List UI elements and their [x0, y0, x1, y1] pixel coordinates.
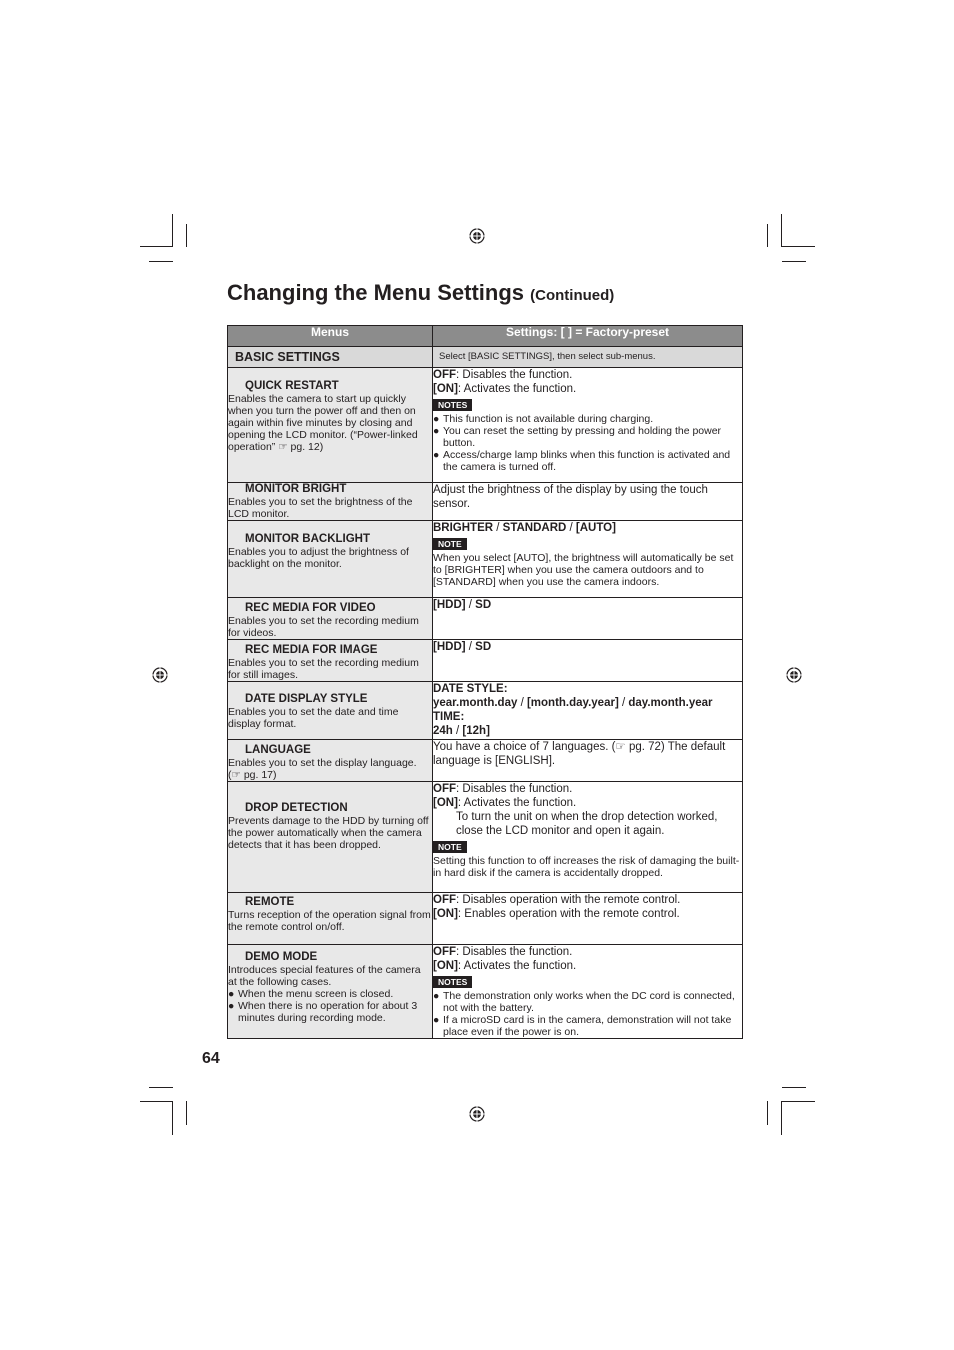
menu-item-description: Enables you to set the display language. (☞ pg. 17) [228, 757, 417, 781]
table-row [228, 640, 743, 682]
option-12h: [12h] [462, 725, 490, 737]
menu-item-remote [228, 893, 433, 945]
option-standard: STANDARD [502, 522, 567, 534]
time-label: TIME: [433, 711, 465, 723]
note-item: ● If a microSD card is in the camera, demonstration will not take place even if the power is on. [433, 1014, 732, 1038]
basic-settings-note: Select [BASIC SETTINGS], then select sub-menus. [433, 347, 743, 368]
crop-mark [781, 1101, 782, 1135]
table-row [228, 945, 743, 1039]
menu-item-description: Turns reception of the operation signal from the remote control on/off. [228, 909, 431, 933]
option-sd: SD [475, 599, 492, 611]
crop-mark [149, 1087, 173, 1088]
bullet-icon: ● [433, 990, 440, 1002]
page-number: 64 [202, 1050, 220, 1067]
crop-mark [140, 1101, 173, 1102]
option-hdd: [HDD] [433, 599, 466, 611]
registration-mark-icon [786, 667, 802, 683]
crop-mark [767, 224, 768, 247]
menu-item-monitor-backlight [228, 521, 433, 598]
menu-item-name: REC MEDIA FOR VIDEO [245, 602, 376, 614]
option-off: OFF [433, 946, 456, 958]
crop-mark [186, 1101, 187, 1125]
bullet-icon: ● [433, 413, 440, 425]
menu-item-name: LANGUAGE [245, 744, 311, 756]
table-row [228, 521, 743, 598]
note-text: When you select [AUTO], the brightness will automatically be set to [BRIGHTER] when you use the camera outdoors and to [STANDARD] when you use the camera indoors. [433, 552, 734, 588]
menu-item-rec-media-image [228, 640, 433, 682]
option-off: OFF [433, 369, 456, 381]
bullet-icon: ● [433, 425, 440, 437]
notes-badge: NOTES [433, 399, 472, 411]
page-title-main: Changing the Menu Settings [227, 280, 524, 305]
basic-settings-row [228, 347, 743, 368]
setting-extra-text: To turn the unit on when the drop detection worked, close the LCD monitor and open it again. [456, 811, 718, 837]
setting-quick-restart [433, 368, 743, 483]
menu-item-drop-detection [228, 782, 433, 893]
registration-mark-icon [469, 228, 485, 244]
crop-mark [186, 224, 187, 247]
note-badge: NOTE [433, 841, 467, 853]
menu-item-name: MONITOR BRIGHT [245, 483, 347, 495]
crop-mark [172, 1101, 173, 1135]
option-on: [ON] [433, 908, 458, 920]
bullet-icon: ● [433, 449, 440, 461]
option-off: OFF [433, 783, 456, 795]
table-row [228, 368, 743, 483]
crop-mark [140, 246, 173, 247]
menu-item-language [228, 740, 433, 782]
option-auto: [AUTO] [575, 522, 616, 534]
menu-item-name: DROP DETECTION [245, 802, 348, 814]
bullet-icon: ● [433, 1014, 440, 1026]
menu-item-description: Enables you to set the recording medium for still images. [228, 657, 419, 681]
page-title [227, 279, 614, 310]
menu-item-demo-mode [228, 945, 433, 1039]
menu-item-rec-media-video [228, 598, 433, 640]
note-item: ● Access/charge lamp blinks when this function is activated and the camera is turned off. [433, 449, 731, 473]
crop-mark [172, 214, 173, 247]
table-row [228, 740, 743, 782]
option-sd: SD [475, 641, 492, 653]
option-ymd: year.month.day [433, 697, 518, 709]
bullet-icon: ● [228, 1000, 235, 1012]
setting-text: You have a choice of 7 languages. (☞ pg. 72) The default language is [ENGLISH]. [433, 741, 726, 767]
option-dmy: day.month.year [628, 697, 713, 709]
table-row [228, 682, 743, 740]
date-style-label: DATE STYLE: [433, 683, 508, 695]
option-brighter: BRIGHTER [433, 522, 494, 534]
menu-item-monitor-bright [228, 483, 433, 521]
header-menus: Menus [228, 326, 433, 347]
basic-settings-label: BASIC SETTINGS [228, 347, 433, 368]
option-off-text: : Disables the function. [456, 369, 573, 381]
crop-mark [782, 246, 815, 247]
menu-item-description: Enables you to set the brightness of the LCD monitor. [228, 496, 413, 520]
setting-remote: OFF: Disables operation with the remote control. [ON]: Enables operation with the remote control. [433, 893, 743, 945]
option-hdd: [HDD] [433, 641, 466, 653]
note-badge: NOTE [433, 538, 467, 550]
option-off: OFF [433, 894, 456, 906]
option-24h: 24h [433, 725, 453, 737]
registration-mark-icon [152, 667, 168, 683]
menu-item-name: DATE DISPLAY STYLE [245, 693, 368, 705]
option-on: [ON] [433, 960, 458, 972]
menu-item-description: Enables you to set the recording medium for videos. [228, 615, 419, 639]
registration-mark-icon [469, 1106, 485, 1122]
setting-monitor-bright [433, 483, 743, 521]
table-row [228, 598, 743, 640]
note-text: Setting this function to off increases the risk of damaging the built-in hard disk if the camera is accidentally dropped. [433, 855, 740, 879]
setting-demo-mode: OFF: Disables the function. [ON]: Activates the function. NOTES ● The demonstration only works when the DC cord is connected, not with the battery. ● If a microSD card is in the camera, demonstration will not take place even if the power is on. [433, 945, 743, 1039]
option-on: [ON] [433, 797, 458, 809]
crop-mark [782, 1101, 815, 1102]
note-item: ● The demonstration only works when the DC cord is connected, not with the battery. [433, 990, 735, 1014]
setting-language [433, 740, 743, 782]
table-row [228, 782, 743, 893]
menu-item-date-display-style [228, 682, 433, 740]
menu-item-description: Enables you to set the date and time display format. [228, 706, 399, 730]
page-title-continued: (Continued) [530, 287, 615, 304]
setting-rec-media-image: [HDD] / SD [433, 640, 743, 682]
crop-mark [149, 261, 173, 262]
bullet-icon: ● [228, 988, 235, 1000]
setting-drop-detection: OFF: Disables the function. [ON]: Activates the function. To turn the unit on when the drop detection worked, close the LCD monitor and open it again. NOTE Setting this function to off increases the risk of damaging the built-in hard disk if the camera is accidentally dropped. [433, 782, 743, 893]
crop-mark [782, 261, 806, 262]
table-row [228, 483, 743, 521]
menu-item-name: REMOTE [245, 896, 295, 908]
menu-item-description: Enables the camera to start up quickly when you turn the power off and then on again within five minutes by closing and opening the LCD monitor. (“Power-linked operation” ☞ pg. 12) [228, 393, 418, 453]
setting-date-display-style: DATE STYLE: year.month.day / [month.day.year] / day.month.year TIME: 24h / [12h] [433, 682, 743, 740]
menu-item-description: Enables you to adjust the brightness of backlight on the monitor. [228, 546, 409, 570]
menu-settings-table [227, 325, 743, 1039]
option-mdy: [month.day.year] [526, 697, 619, 709]
option-on-text: : Activates the function. [457, 383, 577, 395]
setting-rec-media-video: [HDD] / SD [433, 598, 743, 640]
list-item: ● When the menu screen is closed. [228, 988, 394, 1000]
setting-monitor-backlight: BRIGHTER / STANDARD / [AUTO] NOTE When you select [AUTO], the brightness will automatically be set to [BRIGHTER] when you use the camera outdoors and to [STANDARD] when you use the camera indoors. [433, 521, 743, 598]
notes-badge: NOTES [433, 976, 472, 988]
note-item: ● This function is not available during charging. [433, 413, 654, 425]
note-item: ● You can reset the setting by pressing and holding the power button. [433, 425, 722, 449]
option-on: [ON] [433, 383, 458, 395]
menu-item-description: Prevents damage to the HDD by turning off the power automatically when the camera detects that it has been dropped. [228, 815, 429, 851]
menu-item-name: DEMO MODE [245, 951, 318, 963]
table-row [228, 893, 743, 945]
crop-mark [781, 214, 782, 247]
menu-item-quick-restart [228, 368, 433, 483]
menu-item-description: Introduces special features of the camera at the following cases. [228, 964, 421, 988]
setting-text: Adjust the brightness of the display by using the touch sensor. [433, 484, 708, 510]
crop-mark [767, 1101, 768, 1125]
list-item: ● When there is no operation for about 3 minutes during recording mode. [228, 1000, 418, 1024]
menu-item-name: REC MEDIA FOR IMAGE [245, 644, 378, 656]
header-settings: Settings: [ ] = Factory-preset [433, 326, 743, 347]
table-header-row [228, 326, 743, 347]
menu-item-name: QUICK RESTART [245, 380, 339, 392]
crop-mark [782, 1087, 806, 1088]
menu-item-name: MONITOR BACKLIGHT [245, 533, 371, 545]
